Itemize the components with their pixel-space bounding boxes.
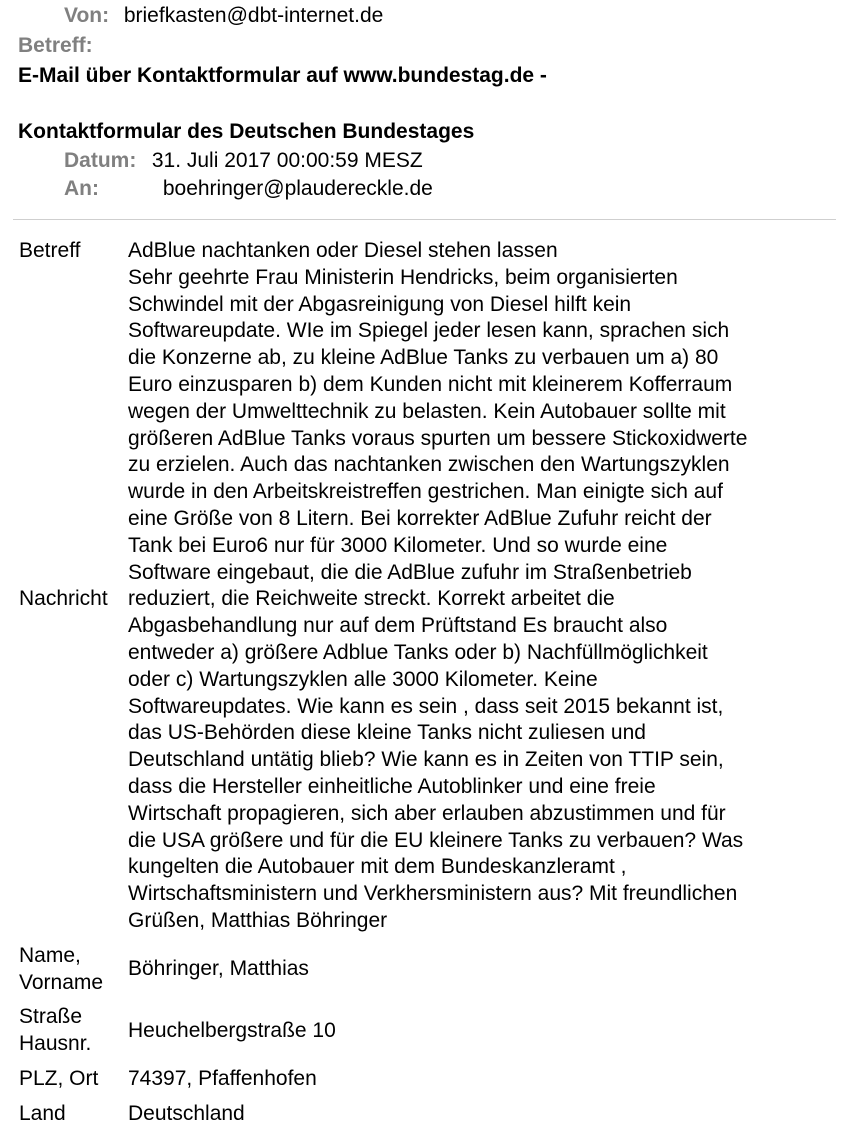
header-divider — [13, 219, 836, 220]
name-label-line-2: Vorname — [19, 970, 104, 994]
message-line: eine Größe von 8 Litern. Bei korrekter AdBlue Zufuhr reicht der — [128, 506, 712, 530]
message-line: größeren AdBlue Tanks voraus spurten um bessere Stickoxidwerte — [128, 426, 748, 450]
plz-value: 74397, Pfaffenhofen — [128, 1066, 317, 1090]
contact-form-table — [16, 238, 836, 1128]
message-line: wurde in den Arbeitskreistreffen gestrichen. Man einigte sich auf — [128, 480, 723, 504]
date-value: 31. Juli 2017 00:00:59 MESZ — [151, 149, 423, 172]
land-label: Land — [19, 1101, 66, 1125]
message-line: Wirtschaftsministern und Verkhersministern aus? Mit freundlichen — [128, 882, 738, 906]
from-row — [64, 3, 383, 29]
message-line: kungelten die Autobauer mit dem Bundeskanzleramt , — [128, 855, 627, 879]
date-row — [64, 148, 423, 174]
betreff-row — [16, 238, 836, 265]
name-label — [16, 935, 125, 997]
message-line: Euro einzusparen b) dem Kunden nicht mit kleinerem Kofferraum — [128, 372, 733, 396]
message-line: entweder a) größere Adblue Tanks oder b) Nachfüllmöglichkeit — [128, 640, 708, 664]
from-label: Von: — [64, 4, 110, 27]
name-label-line-1: Name, — [19, 943, 81, 967]
nachricht-label: Nachricht — [19, 587, 108, 611]
message-line: Grüßen, Matthias Böhringer — [128, 908, 388, 932]
nachricht-body — [125, 265, 836, 935]
plz-row — [16, 1058, 836, 1093]
from-value[interactable]: briefkasten@dbt-internet.de — [123, 4, 384, 27]
message-line: die Konzerne ab, zu kleine AdBlue Tanks zu verbauen um a) 80 — [128, 346, 719, 370]
message-line: wegen der Umwelttechnik zu belasten. Kein Autobauer sollte mit — [128, 399, 726, 423]
street-row — [16, 996, 836, 1058]
email-subject-line-2: Kontaktformular des Deutschen Bundestages — [18, 120, 475, 143]
message-line: Wirtschaft propagieren, sich aber erlauben abzustimmen und für — [128, 801, 726, 825]
message-line: Abgasbehandlung nur auf dem Prüftstand Es braucht also — [128, 614, 668, 638]
land-row — [16, 1093, 836, 1128]
subject-label: Betreff: — [18, 34, 93, 57]
street-label-line-2: Hausnr. — [19, 1032, 92, 1056]
message-line: Softwareupdates. Wie kann es sein , dass seit 2015 bekannt ist, — [128, 694, 724, 718]
to-label: An: — [64, 177, 99, 200]
message-line: oder c) Wartungszyklen alle 3000 Kilometer. Keine — [128, 667, 598, 691]
message-line: reduziert, die Reichweite streckt. Korrekt arbeitet die — [128, 587, 615, 611]
date-label: Datum: — [64, 149, 137, 172]
message-line: Sehr geehrte Frau Ministerin Hendricks, beim organisierten — [128, 265, 678, 289]
to-value[interactable]: boehringer@plaudereckle.de — [162, 177, 433, 200]
message-line: Software eingebaut, die die AdBlue zufuhr im Straßenbetrieb — [128, 560, 692, 584]
name-row — [16, 935, 836, 997]
message-line: Tank bei Euro6 nur für 3000 Kilometer. Und so wurde eine — [128, 533, 668, 557]
message-line: dass die Hersteller einheitliche Autoblinker und eine freie — [128, 774, 656, 798]
message-line: Schwindel mit der Abgasreinigung von Diesel hilft kein — [128, 292, 632, 316]
street-value: Heuchelbergstraße 10 — [128, 1018, 336, 1042]
message-line: zu erzielen. Auch das nachtanken zwischen den Wartungszyklen — [128, 453, 730, 477]
email-subject-line-1: E-Mail über Kontaktformular auf www.bundestag.de - — [18, 64, 547, 87]
message-line: Deutschland untätig blieb? Wie kann es in Zeiten von TTIP sein, — [128, 748, 724, 772]
betreff-value: AdBlue nachtanken oder Diesel stehen lassen — [128, 239, 558, 262]
plz-label: PLZ, Ort — [19, 1066, 99, 1090]
message-line: Softwareupdate. WIe im Spiegel jeder lesen kann, sprachen sich — [128, 319, 730, 343]
betreff-label: Betreff — [19, 239, 81, 262]
street-label-line-1: Straße — [19, 1005, 83, 1029]
to-row — [64, 176, 433, 202]
message-line: das US-Behörden diese kleine Tanks nicht zuliesen und — [128, 721, 646, 745]
land-value: Deutschland — [128, 1101, 245, 1125]
subject-label-row — [18, 33, 93, 59]
name-value: Böhringer, Matthias — [128, 957, 309, 981]
nachricht-row — [16, 265, 836, 935]
street-label — [16, 996, 125, 1058]
message-line: die USA größere und für die EU kleinere Tanks zu verbauen? Was — [128, 828, 744, 852]
